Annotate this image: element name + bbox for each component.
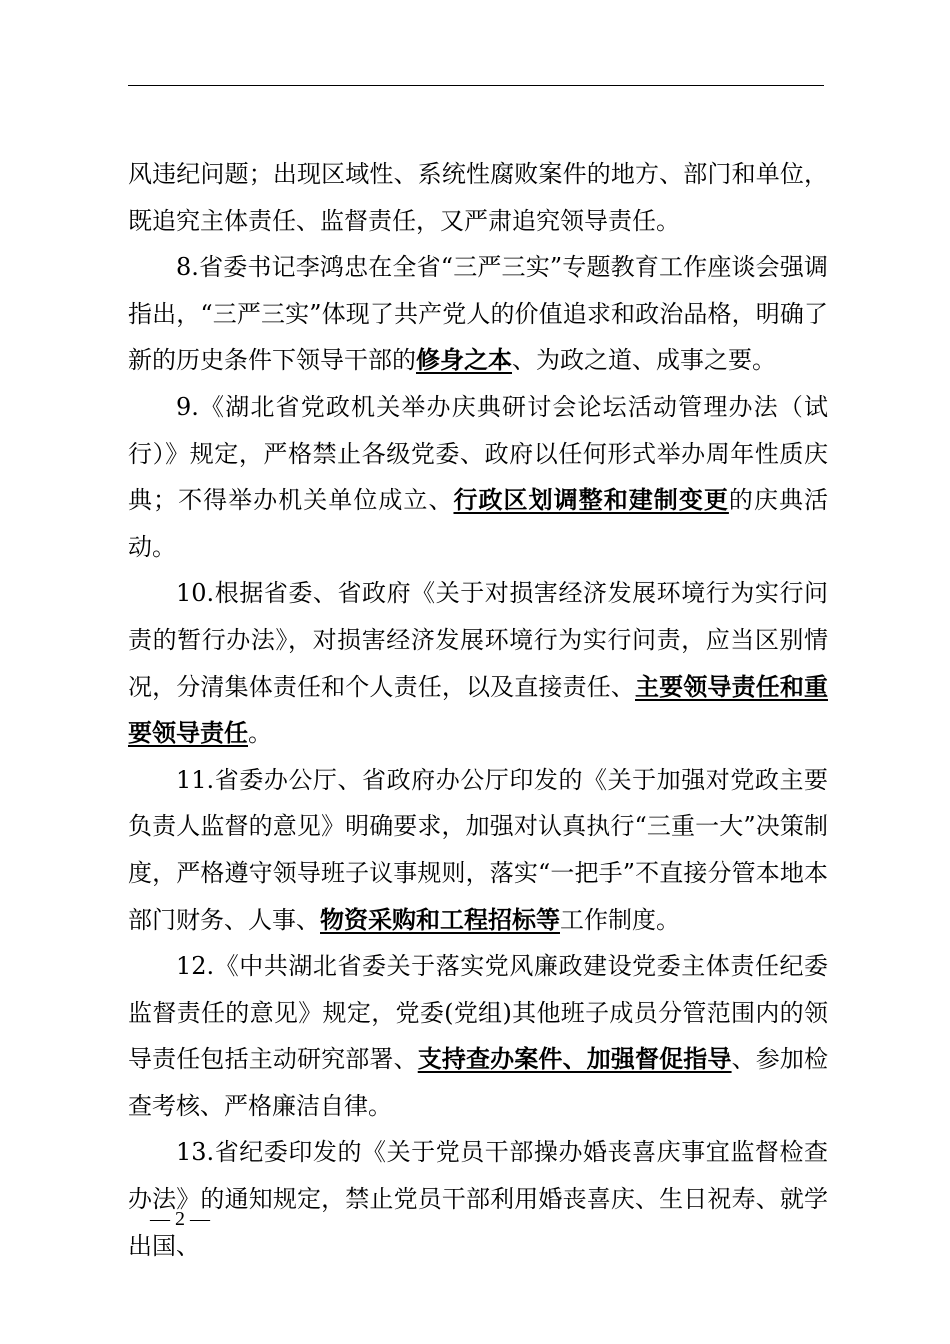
paragraph: [128, 570, 828, 756]
answer-text: 物资采购和工程招标等: [320, 904, 560, 934]
answer-text: 修身之本: [416, 345, 512, 375]
document-body: [128, 151, 828, 1269]
answer-text: 主要领导责任和重要领导责任: [128, 671, 828, 748]
paragraph-text: 12.《中共湖北省委关于落实党风廉政建设党委主体责任纪委监督责任的意见》规定，党委(党组)其他班子成员分管范围内的领导责任包括主动研究部署、: [128, 952, 828, 1074]
answer-text: 支持查办案件、加强督促指导: [417, 1044, 732, 1074]
paragraph-text: 工作制度。: [560, 905, 680, 934]
page-number: — 2 —: [150, 1208, 210, 1230]
paragraph-text: 的庆典活动。: [128, 486, 829, 561]
paragraph-text: 、为政之道、成事之要。: [512, 346, 776, 375]
paragraph-text: 。: [248, 719, 272, 748]
header-rule: [128, 85, 824, 86]
paragraph: [128, 244, 828, 384]
paragraph: [128, 384, 828, 570]
paragraph: [128, 1129, 828, 1269]
paragraph-text: 11.省委办公厅、省政府办公厅印发的《关于加强对党政主要负责人监督的意见》明确要求，加强对认真执行“三重一大”决策制度，严格遵守领导班子议事规则，落实“一把手”不直接分管本地本部门财务、人事、: [128, 765, 828, 934]
paragraph-text: 风违纪问题；出现区域性、系统性腐败案件的地方、部门和单位，既追究主体责任、监督责任，又严肃追究领导责任。: [128, 160, 828, 235]
paragraph-text: 10.根据省委、省政府《关于对损害经济发展环境行为实行问责的暂行办法》，对损害经济发展环境行为实行问责，应当区别情况，分清集体责任和个人责任，以及直接责任、: [128, 579, 828, 701]
paragraph-text: 、参加检查考核、严格廉洁自律。: [128, 1045, 829, 1120]
answer-text: 行政区划调整和建制变更: [453, 485, 729, 515]
paragraph: [128, 757, 828, 943]
paragraph: [128, 943, 828, 1129]
paragraph-text: 8.省委书记李鸿忠在全省“三严三实”专题教育工作座谈会强调指出，“三严三实”体现了共产党人的价值追求和政治品格，明确了新的历史条件下领导干部的: [128, 253, 828, 375]
paragraph-text: 9.《湖北省党政机关举办庆典研讨会论坛活动管理办法（试行）》规定，严格禁止各级党委、政府以任何形式举办周年性质庆典；不得举办机关单位成立、: [128, 392, 828, 515]
paragraph-text: 13.省纪委印发的《关于党员干部操办婚丧喜庆事宜监督检查办法》的通知规定，禁止党员干部利用婚丧喜庆、生日祝寿、就学出国、: [128, 1138, 828, 1260]
paragraph: [128, 151, 828, 244]
